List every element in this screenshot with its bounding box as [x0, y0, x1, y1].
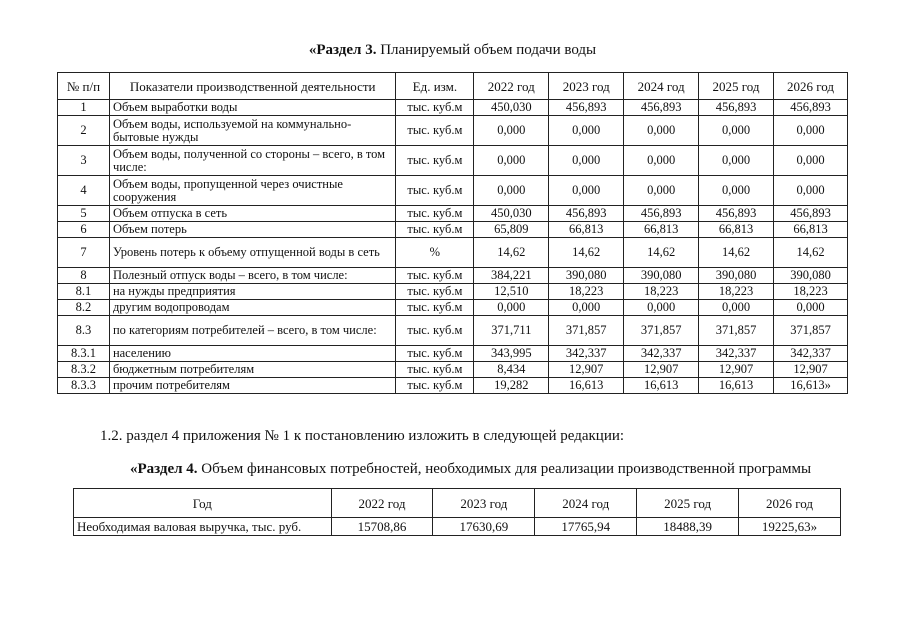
value-cell: 0,000 [699, 146, 774, 176]
water-table-body [58, 100, 848, 394]
section4-title-bold: «Раздел 4. [129, 461, 198, 477]
unit-cell: тыс. куб.м [396, 176, 474, 206]
unit-cell: тыс. куб.м [396, 116, 474, 146]
unit-cell: тыс. куб.м [396, 378, 474, 394]
value-cell: 0,000 [624, 116, 699, 146]
unit-cell: тыс. куб.м [396, 268, 474, 284]
value-cell: 342,337 [624, 346, 699, 362]
value-cell: 390,080 [624, 268, 699, 284]
value-cell: 390,080 [549, 268, 624, 284]
unit-cell: тыс. куб.м [396, 146, 474, 176]
financial-table [73, 488, 841, 536]
value-cell: 0,000 [474, 146, 549, 176]
value-cell: 0,000 [699, 176, 774, 206]
section4-title-text: Объем финансовых потребностей, необходимых для реализации производственной программы [197, 461, 812, 477]
value-cell: 12,907 [774, 362, 848, 378]
value-cell: 456,893 [549, 206, 624, 222]
indicator-name-cell: на нужды предприятия [109, 284, 396, 300]
table-row [58, 146, 848, 176]
indicator-name-cell: прочим потребителям [109, 378, 396, 394]
value-cell: 0,000 [774, 146, 848, 176]
value-cell: 0,000 [624, 146, 699, 176]
unit-cell: тыс. куб.м [396, 284, 474, 300]
column-header: 2025 год [637, 489, 739, 518]
indicator-name-cell: Объем воды, используемой на коммунально-бытовые нужды [109, 116, 396, 146]
row-number-cell: 4 [58, 176, 110, 206]
value-cell: 66,813 [774, 222, 848, 238]
value-cell: 456,893 [624, 206, 699, 222]
value-cell: 384,221 [474, 268, 549, 284]
value-cell: 0,000 [549, 116, 624, 146]
value-cell: 14,62 [774, 238, 848, 268]
section3-title-text: Планируемый объем подачи воды [376, 42, 597, 58]
value-cell: 12,907 [549, 362, 624, 378]
value-cell: 17630,69 [433, 518, 535, 536]
value-cell: 371,857 [774, 316, 848, 346]
unit-cell: тыс. куб.м [396, 222, 474, 238]
section4-title [18, 461, 905, 478]
column-header: 2026 год [774, 73, 848, 100]
value-cell: 456,893 [549, 100, 624, 116]
row-number-cell: 8.3 [58, 316, 110, 346]
value-cell: 390,080 [774, 268, 848, 284]
value-cell: 18,223 [549, 284, 624, 300]
row-number-cell: 6 [58, 222, 110, 238]
indicator-name-cell: по категориям потребителей – всего, в том числе: [109, 316, 396, 346]
value-cell: 456,893 [699, 100, 774, 116]
table-row [58, 222, 848, 238]
value-cell: 456,893 [699, 206, 774, 222]
paragraph-1-2: 1.2. раздел 4 приложения № 1 к постановлению изложить в следующей редакции: [100, 428, 625, 444]
unit-cell: тыс. куб.м [396, 206, 474, 222]
value-cell: 371,857 [624, 316, 699, 346]
indicator-name-cell: населению [109, 346, 396, 362]
indicator-name-cell: бюджетным потребителям [109, 362, 396, 378]
value-cell: 0,000 [549, 300, 624, 316]
unit-cell: тыс. куб.м [396, 300, 474, 316]
column-header: 2023 год [433, 489, 535, 518]
value-cell: 16,613 [624, 378, 699, 394]
value-cell: 66,813 [624, 222, 699, 238]
value-cell: 66,813 [699, 222, 774, 238]
indicator-name-cell: Объем отпуска в сеть [109, 206, 396, 222]
value-cell: 12,907 [624, 362, 699, 378]
indicator-name-cell: Объем воды, пропущенной через очистные сооружения [109, 176, 396, 206]
value-cell: 18,223 [624, 284, 699, 300]
value-cell: 343,995 [474, 346, 549, 362]
column-header: 2022 год [331, 489, 433, 518]
value-cell: 0,000 [774, 300, 848, 316]
value-cell: 0,000 [774, 176, 848, 206]
table-row [58, 362, 848, 378]
unit-cell: тыс. куб.м [396, 346, 474, 362]
value-cell: 450,030 [474, 206, 549, 222]
table-row [74, 518, 841, 536]
unit-cell: тыс. куб.м [396, 316, 474, 346]
value-cell: 0,000 [549, 146, 624, 176]
value-cell: 342,337 [774, 346, 848, 362]
value-cell: 342,337 [699, 346, 774, 362]
value-cell: 17765,94 [535, 518, 637, 536]
value-cell: 390,080 [699, 268, 774, 284]
value-cell: 19225,63» [739, 518, 841, 536]
column-header: Ед. изм. [396, 73, 474, 100]
row-number-cell: 8.1 [58, 284, 110, 300]
value-cell: 16,613 [699, 378, 774, 394]
value-cell: 18488,39 [637, 518, 739, 536]
column-header: 2022 год [474, 73, 549, 100]
value-cell: 14,62 [474, 238, 549, 268]
indicator-name-cell: Необходимая валовая выручка, тыс. руб. [74, 518, 332, 536]
table-row [58, 346, 848, 362]
value-cell: 0,000 [474, 300, 549, 316]
indicator-name-cell: Объем потерь [109, 222, 396, 238]
row-number-cell: 8.3.3 [58, 378, 110, 394]
row-number-cell: 5 [58, 206, 110, 222]
column-header: Год [74, 489, 332, 518]
row-number-cell: 8.2 [58, 300, 110, 316]
row-number-cell: 7 [58, 238, 110, 268]
value-cell: 15708,86 [331, 518, 433, 536]
value-cell: 8,434 [474, 362, 549, 378]
section3-title [0, 42, 905, 59]
indicator-name-cell: Полезный отпуск воды – всего, в том числе: [109, 268, 396, 284]
indicator-name-cell: Объем выработки воды [109, 100, 396, 116]
table-row [58, 176, 848, 206]
value-cell: 16,613» [774, 378, 848, 394]
row-number-cell: 3 [58, 146, 110, 176]
indicator-name-cell: Уровень потерь к объему отпущенной воды в сеть [109, 238, 396, 268]
value-cell: 14,62 [549, 238, 624, 268]
table-row [58, 238, 848, 268]
table-row [58, 378, 848, 394]
value-cell: 0,000 [774, 116, 848, 146]
table-row [58, 268, 848, 284]
value-cell: 0,000 [624, 176, 699, 206]
value-cell: 66,813 [549, 222, 624, 238]
value-cell: 65,809 [474, 222, 549, 238]
value-cell: 19,282 [474, 378, 549, 394]
indicator-name-cell: другим водопроводам [109, 300, 396, 316]
table-row [58, 284, 848, 300]
water-table-header [58, 73, 848, 100]
value-cell: 0,000 [549, 176, 624, 206]
unit-cell: % [396, 238, 474, 268]
table-row [58, 300, 848, 316]
value-cell: 371,857 [549, 316, 624, 346]
table-row [58, 206, 848, 222]
value-cell: 16,613 [549, 378, 624, 394]
value-cell: 0,000 [624, 300, 699, 316]
value-cell: 0,000 [474, 116, 549, 146]
financial-table-header [74, 489, 841, 518]
row-number-cell: 8 [58, 268, 110, 284]
column-header: Показатели производственной деятельности [109, 73, 396, 100]
section3-title-bold: «Раздел 3. [308, 42, 377, 58]
value-cell: 371,857 [699, 316, 774, 346]
column-header: 2023 год [549, 73, 624, 100]
column-header: № п/п [58, 73, 110, 100]
value-cell: 456,893 [774, 206, 848, 222]
column-header: 2025 год [699, 73, 774, 100]
value-cell: 0,000 [699, 300, 774, 316]
value-cell: 18,223 [699, 284, 774, 300]
value-cell: 0,000 [699, 116, 774, 146]
unit-cell: тыс. куб.м [396, 362, 474, 378]
value-cell: 456,893 [774, 100, 848, 116]
table-row [58, 100, 848, 116]
table-row [58, 316, 848, 346]
value-cell: 12,510 [474, 284, 549, 300]
column-header: 2024 год [624, 73, 699, 100]
unit-cell: тыс. куб.м [396, 100, 474, 116]
value-cell: 450,030 [474, 100, 549, 116]
value-cell: 0,000 [474, 176, 549, 206]
value-cell: 18,223 [774, 284, 848, 300]
column-header: 2024 год [535, 489, 637, 518]
value-cell: 14,62 [624, 238, 699, 268]
value-cell: 12,907 [699, 362, 774, 378]
value-cell: 371,711 [474, 316, 549, 346]
row-number-cell: 8.3.1 [58, 346, 110, 362]
column-header: 2026 год [739, 489, 841, 518]
row-number-cell: 8.3.2 [58, 362, 110, 378]
row-number-cell: 2 [58, 116, 110, 146]
water-supply-table [57, 72, 848, 394]
row-number-cell: 1 [58, 100, 110, 116]
value-cell: 342,337 [549, 346, 624, 362]
table-row [58, 116, 848, 146]
value-cell: 456,893 [624, 100, 699, 116]
indicator-name-cell: Объем воды, полученной со стороны – всего, в том числе: [109, 146, 396, 176]
value-cell: 14,62 [699, 238, 774, 268]
